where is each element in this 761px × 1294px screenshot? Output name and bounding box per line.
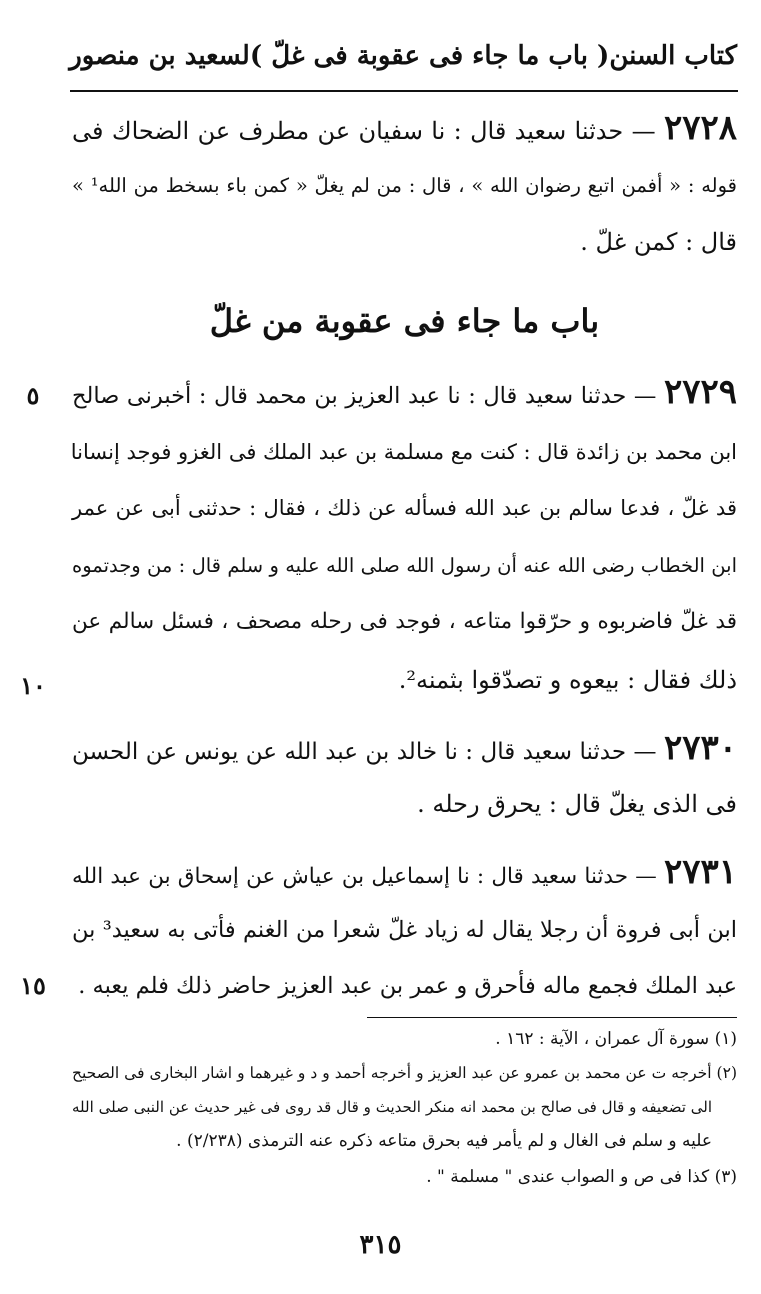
hadith-2728-line-3: قال : كمن غلّ . — [580, 228, 737, 256]
header-author: لسعيد بن منصور — [69, 41, 250, 71]
hadith-2729-line-5: قد غلّ فاضربوه و حرّقوا متاعه ، فوجد فى رحله مصحف ، فسئل سالم عن — [72, 609, 737, 634]
section-title: باب ما جاء فى عقوبة من غلّ — [209, 302, 600, 340]
hadith-number: ٢٧٢٩ — [663, 372, 737, 412]
footnote-1: (١) سورة آل عمران ، الآية : ١٦٢ . — [495, 1029, 737, 1049]
hadith-2729-line-1: ٢٧٢٩ — حدثنا سعيد قال : نا عبد العزيز بن محمد قال : أخبرنى صالح — [72, 372, 737, 412]
hadith-2729-line-2: ابن محمد بن زائدة قال : كنت مع مسلمة بن عبد الملك فى الغزو فوجد إنسانا — [70, 440, 737, 464]
hadith-2729-line-4: ابن الخطاب رضى الله عنه أن رسول الله صلى الله عليه و سلم قال : من وجدتموه — [72, 554, 737, 577]
footnote-2-line-1: (٢) أخرجه ت عن محمد بن عمرو عن عبد العزيز و أخرجه أحمد و د و غيرهما و اشار البخارى فى الصحيح — [72, 1064, 737, 1082]
hadith-number: ٢٧٢٨ — [663, 108, 737, 148]
hadith-number: ٢٧٣١ — [663, 852, 737, 892]
footnote-3: (٣) كذا فى ص و الصواب عندى " مسلمة " . — [426, 1167, 737, 1187]
running-header — [69, 36, 737, 76]
hadith-2729-line-6: ذلك فقال : بيعوه و تصدّقوا بثمنه². — [398, 666, 737, 694]
hadith-2729-line-3: قد غلّ ، فدعا سالم بن عبد الله فسأله عن ذلك ، فقال : حدثنى أبى عن عمر — [72, 496, 737, 520]
hadith-2731-line-1: ٢٧٣١ — حدثنا سعيد قال : نا إسماعيل بن عياش عن إسحاق بن عبد الله — [72, 852, 737, 892]
hadith-2728-line-1: ٢٧٢٨ — حدثنا سعيد قال : نا سفيان عن مطرف عن الضحاك فى — [72, 108, 737, 148]
footnote-2-line-2: الى تضعيفه و قال فى صالح بن محمد انه منكر الحديث و قال قد روى فى غير حديث عن النبى صلى الله — [72, 1098, 712, 1116]
line-marker-10: ١٠ — [20, 671, 46, 700]
header-book-title: كتاب السنن — [609, 41, 737, 71]
footnote-2-line-3: عليه و سلم فى الغال و لم يأمر فيه بحرق متاعه ذكره عنه الترمذى (٢/٢٣٨) . — [176, 1131, 712, 1151]
hadith-number: ٢٧٣٠ — [663, 728, 737, 768]
hadith-2730-line-2: فى الذى يغلّ قال : يحرق رحله . — [417, 790, 737, 818]
header-divider — [70, 90, 738, 92]
footnote-divider — [367, 1017, 737, 1018]
hadith-2731-line-3: عبد الملك فجمع ماله فأحرق و عمر بن عبد العزيز حاضر ذلك فلم يعبه . — [78, 973, 737, 999]
line-marker-5: ٥ — [26, 381, 40, 410]
hadith-2731-line-2: ابن أبى فروة أن رجلا يقال له زياد غلّ شعرا من الغنم فأتى به سعيد³ بن — [72, 917, 738, 943]
hadith-2730-line-1: ٢٧٣٠ — حدثنا سعيد قال : نا خالد بن عبد الله عن يونس عن الحسن — [72, 728, 737, 768]
header-chapter-title: ( باب ما جاء فى عقوبة فى غلّ ) — [249, 41, 610, 71]
page-number: ٣١٥ — [359, 1230, 402, 1260]
hadith-2728-line-2: قوله : « أفمن اتبع رضوان الله » ، قال : من لم يغلّ « كمن باء بسخط من الله¹ » — [72, 174, 737, 197]
line-marker-15: ١٥ — [20, 971, 46, 1000]
